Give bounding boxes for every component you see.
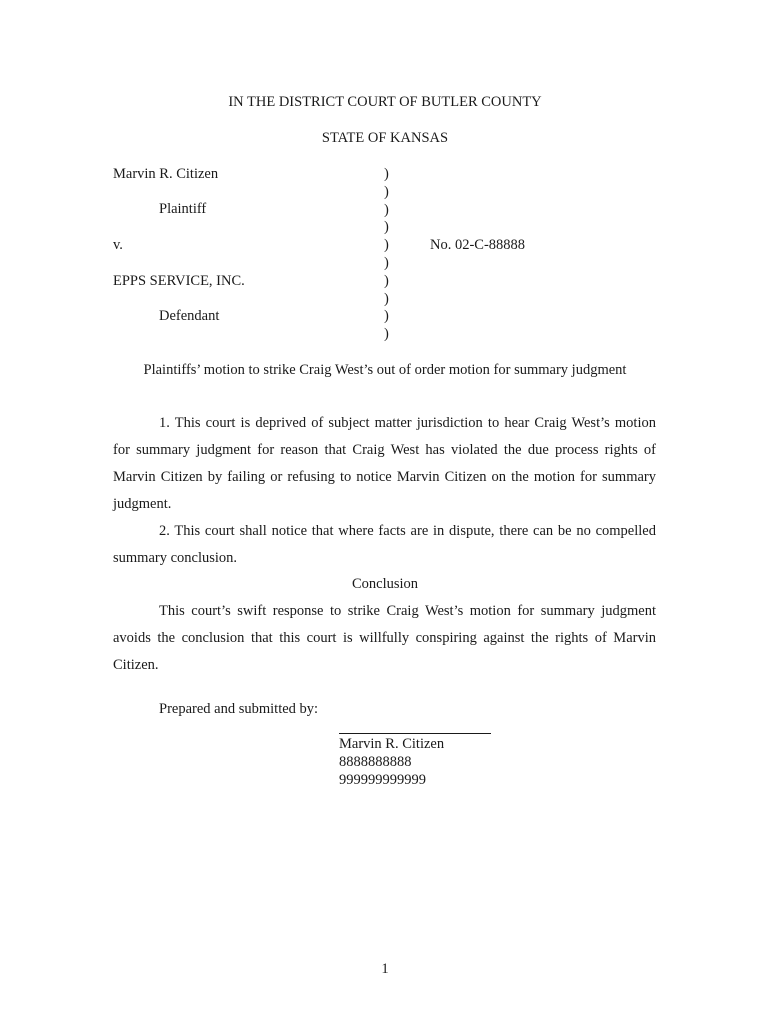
motion-title: Plaintiffs’ motion to strike Craig West’s out of order motion for summary judgment (143, 362, 627, 378)
caption-parenthesis: ) (384, 290, 389, 307)
prepared-by-label: Prepared and submitted by: (159, 701, 319, 717)
caption-parenthesis: ) (384, 237, 389, 254)
state-line: STATE OF KANSAS (321, 130, 449, 146)
signer-name: Marvin R. Citizen (339, 736, 445, 752)
signer-number: 999999999999 (339, 772, 426, 788)
caption-parenthesis: ) (384, 183, 389, 200)
page-number: 1 (381, 961, 389, 977)
court-title: IN THE DISTRICT COURT OF BUTLER COUNTY (228, 94, 542, 110)
versus-label: v. (113, 237, 123, 253)
caption-parenthesis-column (384, 166, 389, 344)
signature-line (339, 733, 491, 734)
caption-parenthesis: ) (384, 326, 389, 343)
plaintiff-name: Marvin R. Citizen (113, 166, 219, 182)
body-paragraph-2-text: 2. This court shall notice that where facts are in dispute, there can be no compelled summary conclusion. (113, 523, 656, 566)
body-paragraph-1 (113, 410, 656, 518)
conclusion-paragraph (113, 598, 656, 679)
plaintiff-role: Plaintiff (159, 201, 207, 217)
case-number: No. 02-C-88888 (430, 237, 526, 253)
conclusion-paragraph-text: This court’s swift response to strike Craig West’s motion for summary judgment avoids the conclusion that this court is willfully conspiring against the rights of Marvin Citizen. (113, 603, 656, 673)
caption-parenthesis: ) (384, 254, 389, 271)
caption-parenthesis: ) (384, 272, 389, 289)
defendant-name: EPPS SERVICE, INC. (113, 273, 245, 289)
body-paragraph-2 (113, 518, 656, 572)
body-paragraph-1-text: 1. This court is deprived of subject matter jurisdiction to hear Craig West’s motion for summary judgment for reason that Craig West has violated the due process rights of Marvin Citizen by failing or refusing to notice Marvin Citizen on the motion for summary judgment. (113, 415, 656, 512)
caption-parenthesis: ) (384, 219, 389, 236)
conclusion-heading: Conclusion (351, 576, 419, 592)
caption-parenthesis: ) (384, 201, 389, 218)
signer-phone: 8888888888 (339, 754, 412, 770)
defendant-role: Defendant (159, 308, 220, 324)
caption-parenthesis: ) (384, 166, 389, 182)
caption-parenthesis: ) (384, 308, 389, 325)
